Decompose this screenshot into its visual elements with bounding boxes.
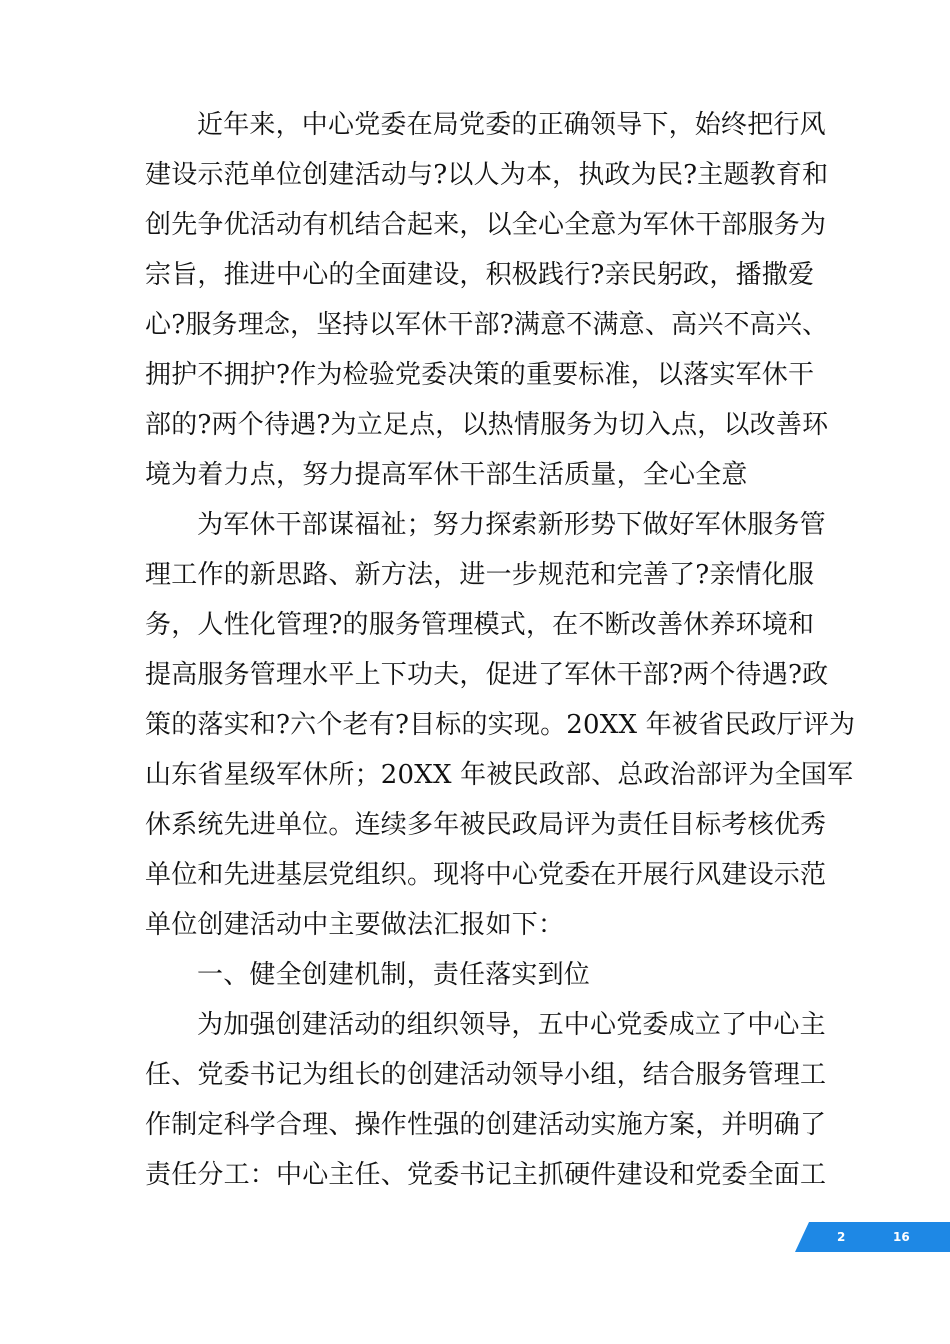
total-pages-number: 16 [893, 1230, 910, 1244]
paragraph-line: 单位和先进基层党组织。现将中心党委在开展行风建设示范 [145, 860, 827, 890]
paragraph-line: 单位创建活动中主要做法汇报如下： [145, 910, 565, 940]
paragraph-line: 近年来，中心党委在局党委的正确领导下，始终把行风 [197, 110, 826, 140]
paragraph-line: 建设示范单位创建活动与?以人为本，执政为民?主题教育和 [145, 160, 829, 190]
paragraph-line: 宗旨，推进中心的全面建设，积极践行?亲民躬政，播撒爱 [145, 260, 815, 290]
paragraph-line: 作制定科学合理、操作性强的创建活动实施方案，并明确了 [145, 1110, 827, 1140]
document-body [145, 100, 856, 1200]
paragraph-line: 为军休干部谋福祉；努力探索新形势下做好军休服务管 [197, 510, 826, 540]
paragraph-line: 创先争优活动有机结合起来，以全心全意为军休干部服务为 [145, 210, 827, 240]
section-heading: 一、健全创建机制，责任落实到位 [197, 960, 591, 990]
paragraph-line: 理工作的新思路、新方法，进一步规范和完善了?亲情化服 [145, 560, 815, 590]
paragraph-line: 休系统先进单位。连续多年被民政局评为责任目标考核优秀 [145, 810, 827, 840]
paragraph-line: 心?服务理念，坚持以军休干部?满意不满意、高兴不高兴、 [145, 310, 829, 340]
paragraph-line: 任、党委书记为组长的创建活动领导小组，结合服务管理工 [145, 1060, 827, 1090]
current-page-number: 2 [837, 1230, 846, 1244]
page-number-badge [795, 1222, 950, 1252]
paragraph-line: 拥护不拥护?作为检验党委决策的重要标准，以落实军休干 [145, 360, 815, 390]
paragraph-line: 策的落实和?六个老有?目标的实现。20XX 年被省民政厅评为 [145, 710, 856, 740]
page-badge-shape [795, 1222, 950, 1252]
paragraph-line: 务，人性化管理?的服务管理模式，在不断改善休养环境和 [145, 610, 815, 640]
paragraph-line: 山东省星级军休所；20XX 年被民政部、总政治部评为全国军 [145, 760, 854, 790]
paragraph-line: 部的?两个待遇?为立足点，以热情服务为切入点，以改善环 [145, 410, 829, 440]
paragraph-line: 境为着力点，努力提高军休干部生活质量，全心全意 [145, 460, 748, 490]
paragraph-line: 责任分工：中心主任、党委书记主抓硬件建设和党委全面工 [145, 1160, 827, 1190]
paragraph-line: 为加强创建活动的组织领导，五中心党委成立了中心主 [197, 1010, 826, 1040]
paragraph-line: 提高服务管理水平上下功夫，促进了军休干部?两个待遇?政 [145, 660, 829, 690]
